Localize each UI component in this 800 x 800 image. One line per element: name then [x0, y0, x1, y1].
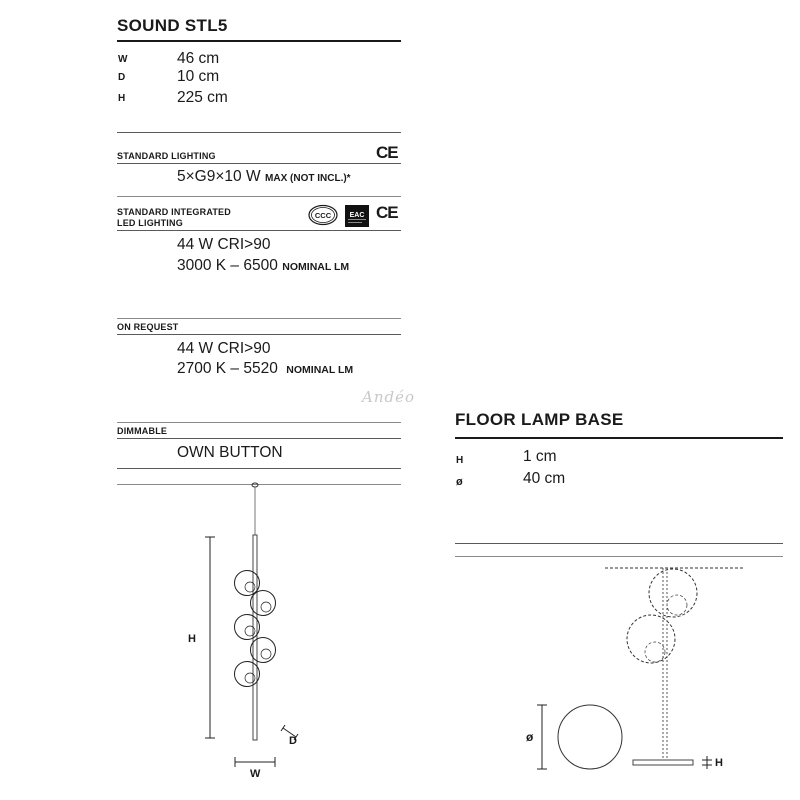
- dim-label-w: W: [118, 54, 128, 65]
- divider-9: [117, 468, 401, 469]
- standard-lighting-suffix: MAX (NOT INCL.)*: [265, 173, 351, 184]
- base-title-rule: [455, 437, 783, 439]
- product-title: SOUND STL5: [117, 16, 228, 35]
- base-value-h: 1 cm: [523, 448, 557, 465]
- eac-mark-icon: [345, 205, 369, 227]
- base-globes: [627, 569, 697, 663]
- integrated-led-heading-line1: STANDARD INTEGRATED: [117, 207, 231, 217]
- on-request-line2-suffix: NOMINAL LM: [286, 364, 354, 376]
- depth-label: D: [289, 735, 297, 747]
- standard-lighting-spec: [177, 168, 351, 186]
- ce-mark-led-icon: CE: [376, 203, 398, 222]
- integrated-led-line2: [177, 257, 349, 275]
- divider-3: [117, 196, 401, 197]
- base-value-diameter: 40 cm: [523, 470, 566, 487]
- divider-1: [117, 132, 401, 133]
- watermark-text: Andéo: [362, 388, 416, 406]
- divider-5: [117, 318, 401, 319]
- base-label-h: H: [456, 455, 464, 466]
- base-plate: [633, 760, 693, 765]
- on-request-heading: ON REQUEST: [117, 322, 179, 332]
- dim-value-w: 46 cm: [177, 50, 220, 67]
- integrated-led-line2-suffix: NOMINAL LM: [282, 261, 350, 273]
- standard-lighting-heading: STANDARD LIGHTING: [117, 151, 216, 161]
- width-label: W: [250, 768, 261, 780]
- base-divider-1: [455, 543, 783, 544]
- height-label: H: [188, 633, 196, 645]
- ccc-mark-icon: [307, 204, 339, 226]
- integrated-led-line1: 44 W CRI>90: [177, 236, 271, 253]
- base-disc-icon: [558, 705, 622, 769]
- lamp-front-drawing: [180, 480, 320, 780]
- width-dimension-line: [235, 757, 275, 767]
- on-request-line1: 44 W CRI>90: [177, 340, 271, 357]
- standard-lighting-value: 5×G9×10 W: [177, 168, 261, 185]
- ce-mark-icon: CE: [376, 143, 398, 162]
- base-divider-2: [455, 556, 783, 557]
- base-height-dimension-line: [702, 756, 712, 769]
- lamp-canopy-icon: [252, 483, 258, 487]
- dimmable-heading: DIMMABLE: [117, 426, 168, 436]
- diameter-label: ø: [526, 730, 534, 744]
- dim-value-d: 10 cm: [177, 68, 220, 85]
- base-height-label: H: [715, 757, 723, 769]
- title-rule: [117, 40, 401, 42]
- base-label-diameter: ø: [456, 476, 463, 488]
- integrated-led-heading: [117, 207, 231, 229]
- divider-6: [117, 334, 401, 335]
- divider-7: [117, 422, 401, 423]
- on-request-line2-value: 2700 K – 5520: [177, 360, 278, 377]
- dimmable-value: OWN BUTTON: [177, 444, 283, 461]
- height-dimension-line: [205, 537, 215, 738]
- eac-mark-text: EAC: [349, 212, 365, 219]
- divider-8: [117, 438, 401, 439]
- base-title: FLOOR LAMP BASE: [455, 410, 624, 429]
- on-request-line2: [177, 360, 353, 378]
- integrated-led-line2-value: 3000 K – 6500: [177, 257, 278, 274]
- dim-label-h: H: [118, 93, 126, 104]
- diameter-dimension-line: [537, 705, 547, 769]
- ccc-mark-text: CCC: [314, 211, 332, 220]
- base-drawing: [520, 560, 760, 780]
- integrated-led-heading-line2: LED LIGHTING: [117, 218, 183, 228]
- divider-2: [117, 163, 401, 164]
- lamp-globes: [235, 571, 276, 687]
- dim-value-h: 225 cm: [177, 89, 228, 106]
- dim-label-d: D: [118, 72, 126, 83]
- divider-4: [117, 230, 401, 231]
